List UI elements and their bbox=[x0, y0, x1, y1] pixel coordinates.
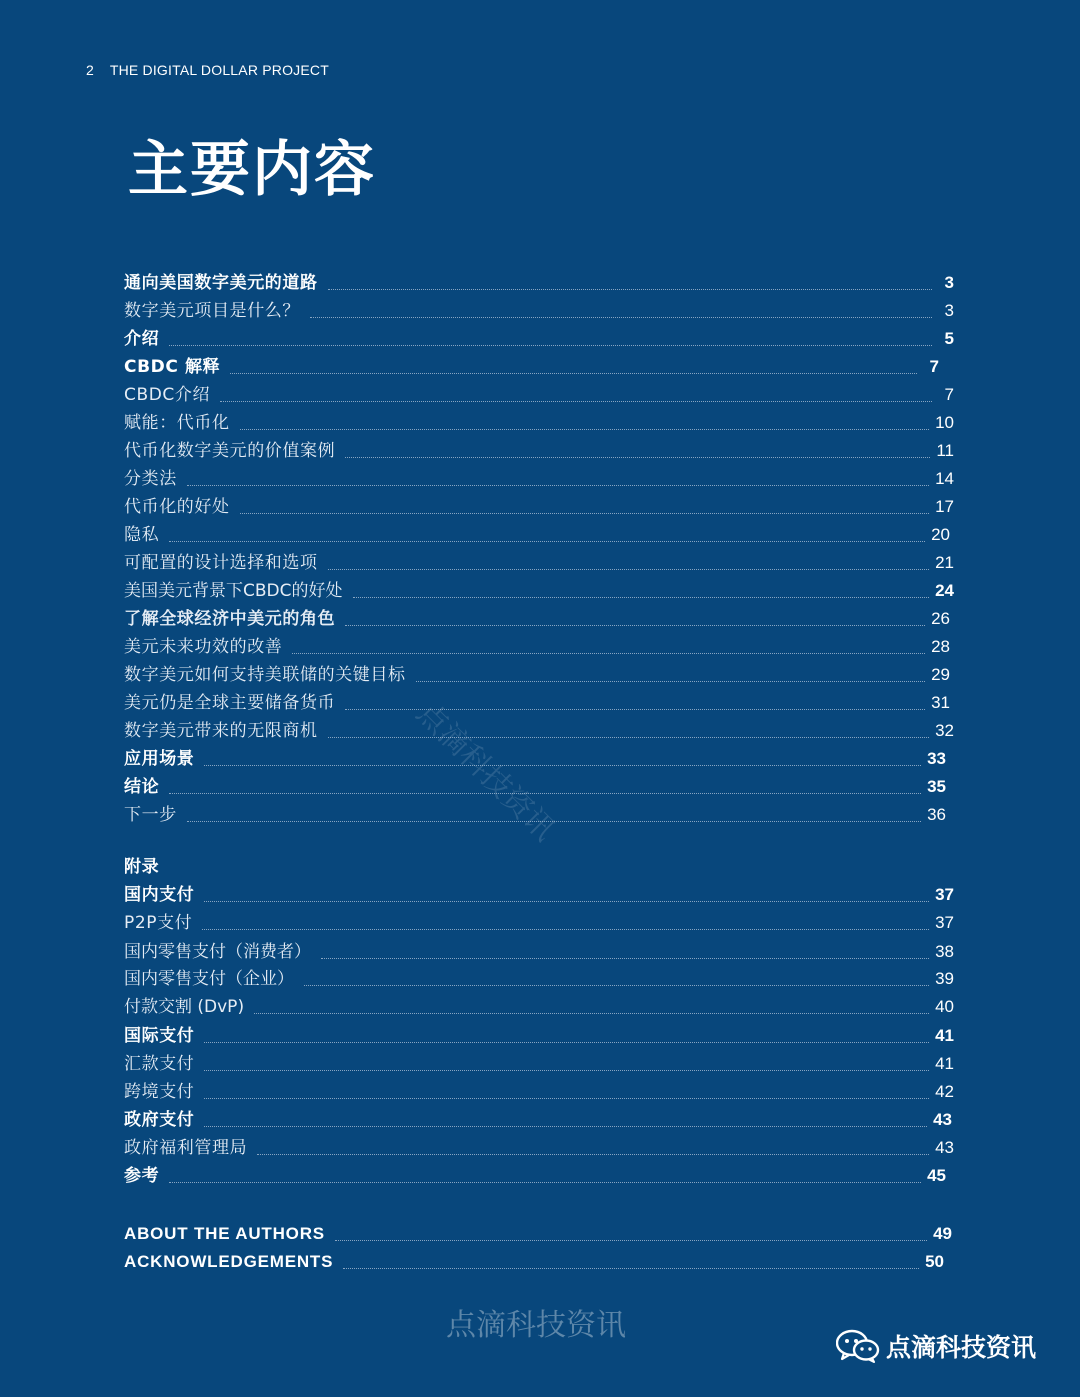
toc-entry[interactable] bbox=[124, 520, 950, 548]
toc-entry[interactable] bbox=[124, 1049, 954, 1077]
dot-leader bbox=[220, 401, 932, 402]
toc-entry-page: 35 bbox=[927, 777, 946, 796]
toc-entry-page: 11 bbox=[936, 441, 954, 460]
toc-entry[interactable] bbox=[124, 1247, 944, 1275]
dot-leader bbox=[345, 457, 930, 458]
dot-leader bbox=[257, 1154, 929, 1155]
wechat-account-name: 点滴科技资讯 bbox=[886, 1333, 1037, 1362]
bottom-watermark: 点滴科技资讯 bbox=[446, 1308, 626, 1343]
toc-entry-page: 3 bbox=[944, 301, 954, 320]
dot-leader bbox=[416, 681, 925, 682]
dot-leader bbox=[187, 485, 929, 486]
toc-entry-page: 20 bbox=[931, 525, 950, 544]
dot-leader bbox=[328, 737, 929, 738]
toc-entry[interactable] bbox=[124, 492, 954, 520]
dot-leader bbox=[240, 513, 929, 514]
dot-leader bbox=[240, 429, 929, 430]
toc-entry-page: 7 bbox=[929, 357, 939, 376]
toc-entry-page: 7 bbox=[944, 385, 954, 404]
toc-entry-label: ABOUT THE AUTHORS bbox=[124, 1224, 325, 1243]
toc-entry[interactable] bbox=[124, 660, 950, 688]
appendix-heading bbox=[124, 852, 954, 880]
toc-entry[interactable] bbox=[124, 716, 954, 744]
toc-entry[interactable] bbox=[124, 937, 954, 965]
dot-leader bbox=[254, 1013, 929, 1014]
toc-entry-label: 国内支付 bbox=[124, 885, 195, 905]
toc-entry-label: 国际支付 bbox=[124, 1026, 195, 1046]
page-title: 主要内容 bbox=[128, 135, 376, 205]
toc-entry-label: 代币化数字美元的价值案例 bbox=[124, 441, 336, 461]
toc-entry[interactable] bbox=[124, 632, 950, 660]
wechat-icon bbox=[836, 1329, 880, 1363]
toc-entry-label: 了解全球经济中美元的角色 bbox=[124, 609, 336, 629]
toc-entry-page: 41 bbox=[935, 1026, 954, 1045]
toc-entry[interactable] bbox=[124, 908, 954, 936]
toc-entry-page: 26 bbox=[931, 609, 950, 628]
toc-entry-page: 17 bbox=[935, 497, 954, 516]
toc-entry-label: 国内零售支付（企业） bbox=[124, 969, 294, 989]
toc-entry[interactable] bbox=[124, 1021, 954, 1049]
toc-entry[interactable] bbox=[124, 380, 954, 408]
toc-entry-page: 31 bbox=[931, 693, 950, 712]
toc-entry[interactable] bbox=[124, 436, 954, 464]
toc-entry[interactable] bbox=[124, 1105, 952, 1133]
toc-entry-page: 43 bbox=[935, 1138, 954, 1157]
toc-entry-label: 汇款支付 bbox=[124, 1054, 195, 1074]
toc-entry-label: 通向美国数字美元的道路 bbox=[124, 273, 318, 293]
toc-entry-page: 43 bbox=[933, 1110, 952, 1129]
dot-leader bbox=[169, 793, 921, 794]
dot-leader bbox=[204, 1070, 929, 1071]
toc-entry-label: 分类法 bbox=[124, 469, 177, 489]
toc-entry-page: 5 bbox=[944, 329, 954, 348]
toc-entry-label: 政府支付 bbox=[124, 1110, 195, 1130]
toc-entry-label: 美国美元背景下CBDC的好处 bbox=[124, 581, 343, 601]
dot-leader bbox=[204, 765, 921, 766]
toc-entry[interactable] bbox=[124, 296, 954, 324]
toc-entry-label: 代币化的好处 bbox=[124, 497, 230, 517]
toc-entry-label: ACKNOWLEDGEMENTS bbox=[124, 1252, 334, 1271]
toc-entry-label: 应用场景 bbox=[124, 749, 195, 769]
toc-entry[interactable] bbox=[124, 464, 954, 492]
dot-leader bbox=[321, 958, 929, 959]
toc-entry-label: 数字美元如何支持美联储的关键目标 bbox=[124, 665, 406, 685]
toc-entry-page: 42 bbox=[935, 1082, 954, 1101]
toc-entry-label: 下一步 bbox=[124, 805, 177, 825]
toc-entry-page: 38 bbox=[935, 942, 954, 961]
toc-entry[interactable] bbox=[124, 688, 950, 716]
dot-leader bbox=[230, 373, 917, 374]
dot-leader bbox=[353, 597, 930, 598]
toc-entry[interactable] bbox=[124, 1161, 946, 1189]
toc-entry-page: 32 bbox=[935, 721, 954, 740]
toc-entry[interactable] bbox=[124, 964, 954, 992]
toc-entry-page: 21 bbox=[935, 553, 954, 572]
toc-entry-page: 39 bbox=[935, 969, 954, 988]
toc-entry[interactable] bbox=[124, 324, 954, 352]
toc-entry[interactable] bbox=[124, 880, 954, 908]
toc-entry[interactable] bbox=[124, 352, 939, 380]
dot-leader bbox=[328, 289, 932, 290]
toc-entry-label: 结论 bbox=[124, 777, 160, 797]
dot-leader bbox=[169, 345, 932, 346]
dot-leader bbox=[202, 929, 929, 930]
toc-entry-page: 40 bbox=[935, 997, 954, 1016]
dot-leader bbox=[204, 1126, 927, 1127]
toc-entry-label: 付款交割 (DvP) bbox=[124, 997, 245, 1017]
page-number: 2 bbox=[86, 62, 94, 78]
dot-leader bbox=[343, 1268, 919, 1269]
dot-leader bbox=[345, 625, 925, 626]
dot-leader bbox=[204, 901, 929, 902]
dot-leader bbox=[292, 653, 925, 654]
toc-entry-label: 数字美元带来的无限商机 bbox=[124, 721, 318, 741]
toc-entry-page: 49 bbox=[933, 1224, 952, 1243]
toc-entry-page: 3 bbox=[944, 273, 954, 292]
toc-entry[interactable] bbox=[124, 548, 954, 576]
toc-entry-label: 政府福利管理局 bbox=[124, 1138, 248, 1158]
toc-entry-page: 28 bbox=[931, 637, 950, 656]
dot-leader bbox=[328, 569, 929, 570]
toc-entry-page: 10 bbox=[935, 413, 954, 432]
toc-entry-label: 参考 bbox=[124, 1166, 160, 1186]
dot-leader bbox=[310, 317, 932, 318]
dot-leader bbox=[335, 1240, 927, 1241]
toc-entry-page: 37 bbox=[935, 885, 954, 904]
dot-leader bbox=[304, 985, 929, 986]
dot-leader bbox=[204, 1042, 929, 1043]
toc-entry[interactable] bbox=[124, 1133, 954, 1161]
toc-entry-label: 赋能：代币化 bbox=[124, 413, 230, 433]
dot-leader bbox=[169, 1182, 921, 1183]
toc-entry-label: P2P支付 bbox=[124, 913, 193, 933]
appendix-heading-label: 附录 bbox=[124, 857, 160, 877]
toc-entry[interactable] bbox=[124, 1077, 954, 1105]
wechat-account-badge bbox=[836, 1328, 1036, 1364]
toc-entry-label: 美元未来功效的改善 bbox=[124, 637, 283, 657]
toc-entry-page: 36 bbox=[927, 805, 946, 824]
toc-entry-label: 介绍 bbox=[124, 329, 160, 349]
toc-entry-label: 隐私 bbox=[124, 525, 160, 545]
toc-entry-page: 14 bbox=[935, 469, 954, 488]
toc-entry[interactable] bbox=[124, 604, 950, 632]
toc-entry[interactable] bbox=[124, 744, 946, 772]
toc-entry-label: 数字美元项目是什么？ bbox=[124, 301, 300, 321]
toc-entry[interactable] bbox=[124, 1219, 952, 1247]
toc-entry-page: 50 bbox=[925, 1252, 944, 1271]
toc-entry-page: 29 bbox=[931, 665, 950, 684]
toc-entry-label: 国内零售支付（消费者） bbox=[124, 942, 311, 962]
toc-entry-page: 24 bbox=[935, 581, 954, 600]
toc-entry[interactable] bbox=[124, 408, 954, 436]
toc-entry-page: 37 bbox=[935, 913, 954, 932]
diagonal-watermark: 点滴科技资讯 bbox=[409, 695, 562, 848]
toc-entry-page: 33 bbox=[927, 749, 946, 768]
toc-entry-page: 45 bbox=[927, 1166, 946, 1185]
toc-entry-label: 可配置的设计选择和选项 bbox=[124, 553, 318, 573]
publication-title: THE DIGITAL DOLLAR PROJECT bbox=[109, 62, 329, 78]
toc-entry-label: 跨境支付 bbox=[124, 1082, 195, 1102]
toc-entry-label: 美元仍是全球主要储备货币 bbox=[124, 693, 336, 713]
dot-leader bbox=[169, 541, 925, 542]
toc-entry-page: 41 bbox=[935, 1054, 954, 1073]
toc-entry-label: CBDC 解释 bbox=[124, 357, 221, 377]
toc-entry-label: CBDC介绍 bbox=[124, 385, 211, 405]
toc-entry[interactable] bbox=[124, 576, 954, 604]
running-header bbox=[86, 62, 329, 78]
toc-entry[interactable] bbox=[124, 268, 954, 296]
dot-leader bbox=[204, 1098, 929, 1099]
toc-entry[interactable] bbox=[124, 992, 954, 1020]
